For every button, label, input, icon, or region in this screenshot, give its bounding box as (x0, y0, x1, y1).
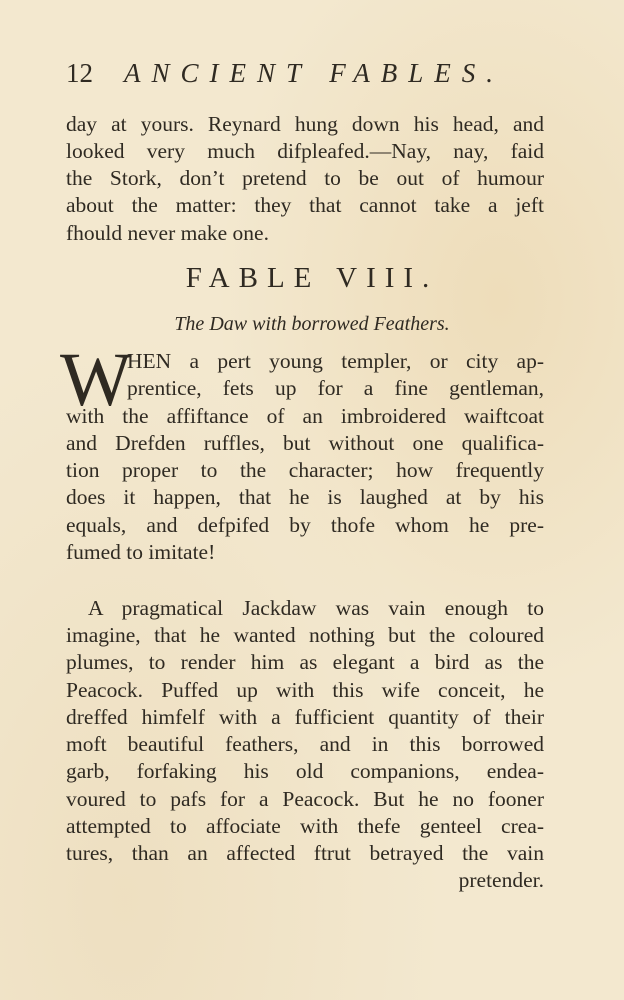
text-line: about the matter: they that cannot take a jeft (66, 193, 544, 217)
story-line: dreffed himfelf with a fufficient quantity of their (66, 705, 544, 729)
story-line: attempted to affociate with thefe genteel crea- (66, 814, 544, 838)
story-line: plumes, to render him as elegant a bird as the (66, 650, 544, 674)
running-title: ANCIENT FABLES. (124, 58, 505, 88)
story-line: garb, forfaking his old companions, endea- (66, 759, 544, 783)
story-line: moft beautiful feathers, and in this borrowed (66, 732, 544, 756)
text-line: looked very much difpleafed.—Nay, nay, faid (66, 139, 544, 163)
text-line: day at yours. Reynard hung down his head, and (66, 112, 544, 136)
page-header (66, 58, 546, 94)
story-line: pretender. (458, 868, 544, 892)
page-number: 12 (66, 58, 93, 88)
text-line: fhould never make one. (66, 221, 269, 245)
story-line: Peacock. Puffed up with this wife conceit, he (66, 678, 544, 702)
story-line: tures, than an affected ftrut betrayed the vain (66, 841, 544, 865)
moral-line: HEN a pert young templer, or city ap- (127, 349, 544, 373)
moral-line: prentice, fets up for a fine gentleman, (127, 376, 544, 400)
fable-heading: FABLE VIII. (185, 262, 439, 294)
drop-cap: W (60, 338, 132, 422)
fable-title: The Daw with borrowed Feathers. (174, 313, 450, 335)
moral-line: and Drefden ruffles, but without one qualifica- (66, 431, 544, 455)
moral-line: fumed to imitate! (66, 540, 216, 564)
moral-line: tion proper to the character; how frequently (66, 458, 544, 482)
moral-line: does it happen, that he is laughed at by his (66, 485, 544, 509)
text-line: the Stork, don’t pretend to be out of humour (66, 166, 544, 190)
moral-line: equals, and defpifed by thofe whom he pre- (66, 513, 544, 537)
story-line: A pragmatical Jackdaw was vain enough to (88, 596, 544, 620)
story-line: voured to pafs for a Peacock. But he no fooner (66, 787, 544, 811)
moral-line: with the affiftance of an imbroidered waiftcoat (66, 404, 544, 428)
story-line: imagine, that he wanted nothing but the coloured (66, 623, 544, 647)
